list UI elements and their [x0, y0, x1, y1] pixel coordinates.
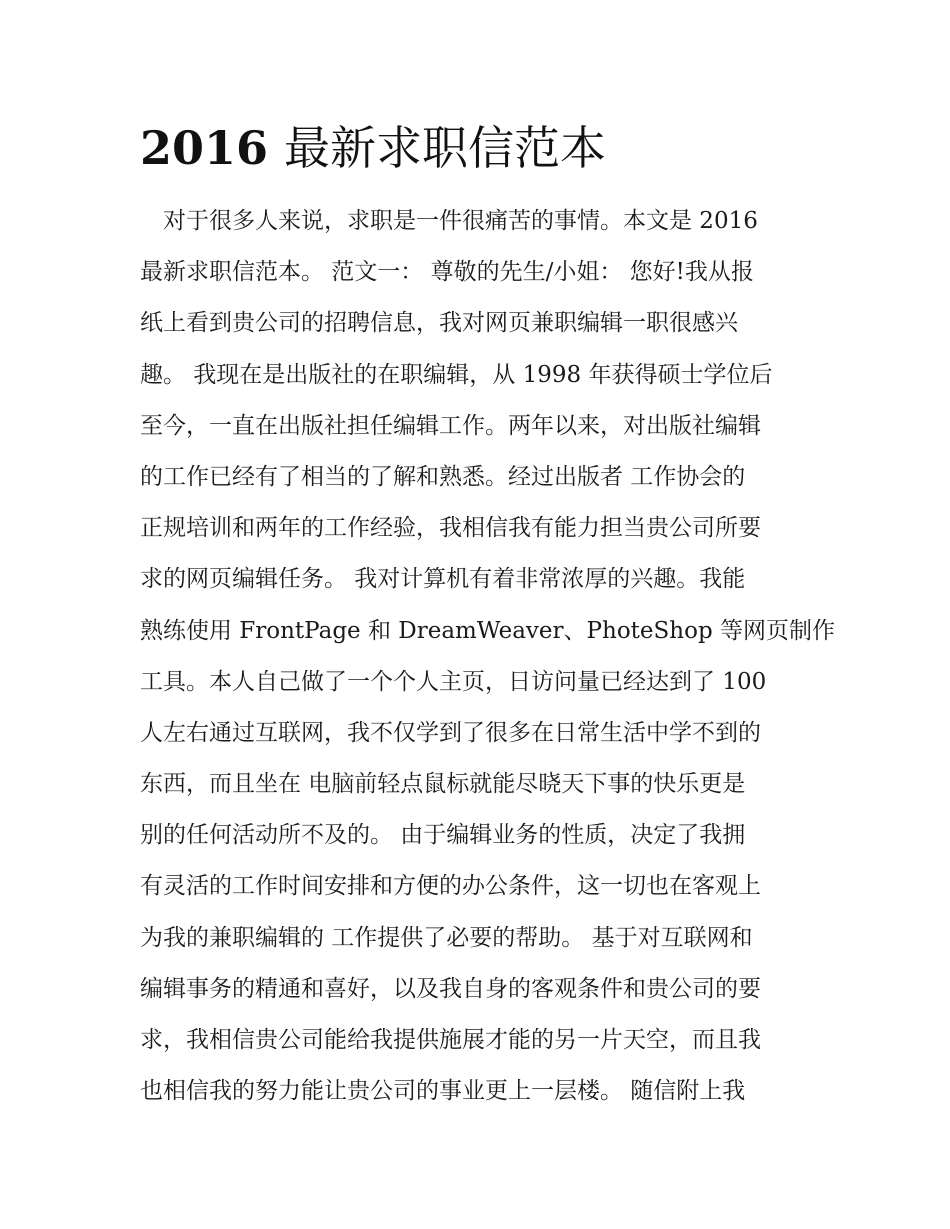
body-text	[140, 196, 835, 1117]
text-line: 编辑事务的精通和喜好，以及我自身的客观条件和贵公司的要	[140, 975, 761, 1002]
title-text: 最新求职信范本	[284, 121, 607, 175]
text-line: 人左右通过互联网，我不仅学到了很多在日常生活中学不到的	[140, 719, 761, 746]
text-line: 有灵活的工作时间安排和方便的办公条件，这一切也在客观上	[140, 873, 761, 900]
text-line: 正规培训和两年的工作经验，我相信我有能力担当贵公司所要	[140, 515, 761, 542]
text-line: 对于很多人来说，求职是一件很痛苦的事情。本文是 2016	[140, 208, 758, 234]
text-line: 趣。 我现在是出版社的在职编辑，从 1998 年获得硕士学位后	[140, 361, 773, 388]
text-line: 的工作已经有了相当的了解和熟悉。经过出版者 工作协会的	[140, 463, 746, 490]
text-line: 最新求职信范本。 范文一： 尊敬的先生/小姐： 您好!我从报	[140, 259, 754, 286]
text-line: 熟练使用 FrontPage 和 DreamWeaver、PhoteShop 等网页制作	[140, 617, 835, 644]
text-line: 纸上看到贵公司的招聘信息，我对网页兼职编辑一职很感兴	[140, 310, 738, 337]
text-line: 别的任何活动所不及的。 由于编辑业务的性质，决定了我拥	[140, 822, 746, 849]
text-line: 为我的兼职编辑的 工作提供了必要的帮助。 基于对互联网和	[140, 924, 753, 951]
text-line: 东西，而且坐在 电脑前轻点鼠标就能尽晓天下事的快乐更是	[140, 771, 746, 798]
page-title	[140, 118, 606, 178]
text-line: 至今，一直在出版社担任编辑工作。两年以来，对出版社编辑	[140, 412, 761, 439]
text-line: 求的网页编辑任务。 我对计算机有着非常浓厚的兴趣。我能	[140, 566, 746, 593]
text-line: 也相信我的努力能让贵公司的事业更上一层楼。 随信附上我	[140, 1078, 746, 1105]
text-line: 工具。本人自己做了一个个人主页，日访问量已经达到了 100	[140, 668, 767, 695]
text-line: 求，我相信贵公司能给我提供施展才能的另一片天空，而且我	[140, 1027, 761, 1053]
title-year: 2016	[140, 121, 269, 175]
